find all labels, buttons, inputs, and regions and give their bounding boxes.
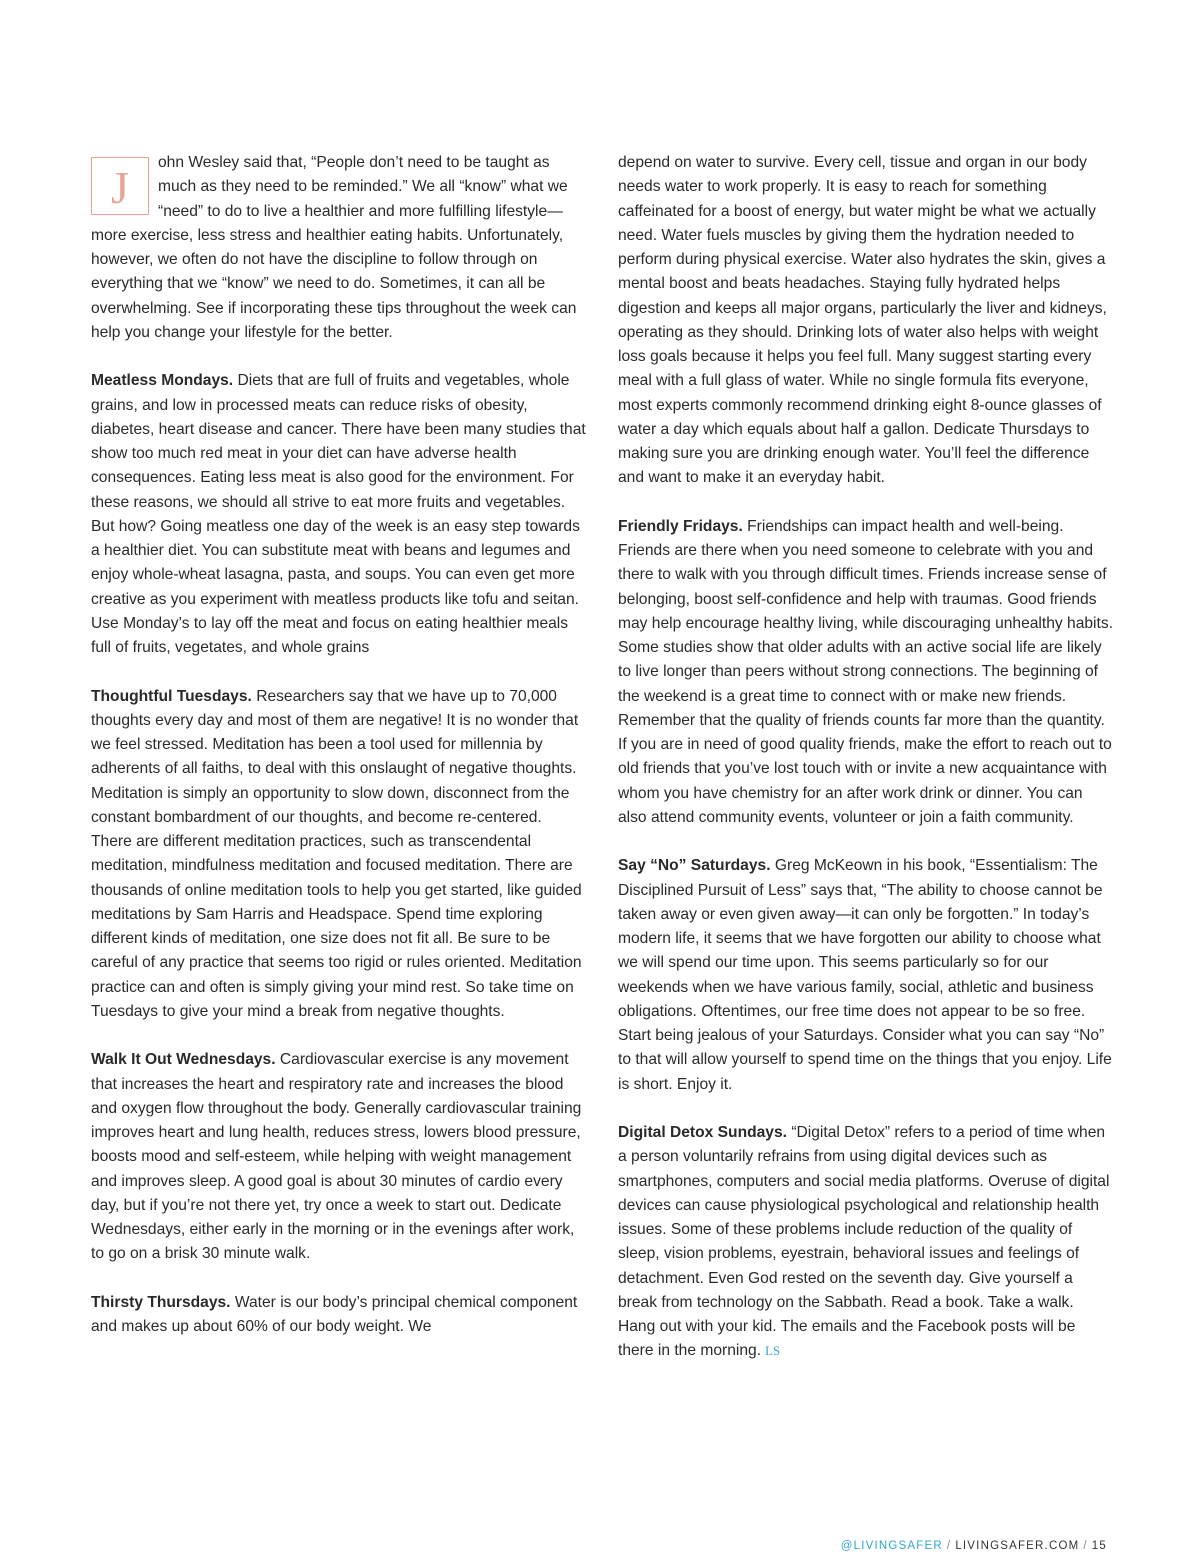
section-body: Greg McKeown in his book, “Essentialism: The Disciplined Pursuit of Less” says that, “The ability to choose cannot be taken away or even given away—it can only be forgotten.” In today’s modern life, it seems that we have forgotten our ability to choose what we will spend our time upon. This seems particularly so for our weekends when we have various family, social, athletic and business obligations. Oftentimes, our free time does not appear to be so free. Start being jealous of your Saturdays. Consider what you can say “No” to that will allow yourself to spend time on the things that you enjoy. Life is short. Enjoy it. [618,857,1112,1093]
right-column [618,151,1114,1388]
intro-text: ohn Wesley said that, “People don’t need to be taught as much as they need to be reminded.” We all “know” what we “need” to do to live a healthier and more fulfilling lifestyle—more exercise, less stress and healthier eating habits. Unfortunately, however, we often do not have the discipline to follow through on everything that we “know” we need to do. Sometimes, it can all be overwhelming. See if incorporating these tips throughout the week can help you change your lifestyle for the better. [91,154,577,341]
page-number: 15 [1091,1540,1107,1552]
section-heading: Digital Detox Sundays. [618,1124,787,1141]
section-body: Researchers say that we have up to 70,000 thoughts every day and most of them are negative! It is no wonder that we feel stressed. Meditation has been a tool used for millennia by adherents of all faiths, to deal with this onslaught of negative thoughts. Meditation is simply an opportunity to slow down, disconnect from the constant bombardment of our thoughts, and become re-centered. There are different meditation practices, such as transcendental meditation, mindfulness meditation and focused meditation. There are thousands of online meditation tools to help you get started, like guided meditations by Sam Harris and Headspace. Spend time exploring different kinds of meditation, one size does not fit all. Be sure to be careful of any practice that seems too rigid or rules oriented. Meditation practice can and often is simply giving your mind rest. So take time on Tuesdays to give your mind a break from negative thoughts. [91,687,582,1020]
left-column [91,151,586,1364]
section-body: Water is our body’s principal chemical component and makes up about 60% of our body weight. We [91,1293,578,1335]
section-body: Diets that are full of fruits and vegetables, whole grains, and low in processed meats can reduce risks of obesity, diabetes, heart disease and cancer. There have been many studies that show too much red meat in your diet can have adverse health consequences. Eating less meat is also good for the environment. For these reasons, we should all strive to eat more fruits and vegetables. But how? Going meatless one day of the week is an easy step towards a healthier diet. You can substitute meat with beans and legumes and enjoy whole-wheat lasagna, pasta, and soups. You can even get more creative as you experiment with meatless products like tofu and seitan. Use Monday’s to lay off the meat and focus on eating healthier meals full of fruits, vegetates, and whole grains [91,372,586,656]
section-body: “Digital Detox” refers to a period of time when a person voluntarily refrains from using digital devices such as smartphones, computers and social media platforms. Overuse of digital devices can cause physiological psychological and relationship health issues. Some of these problems include reduction of the quality of sleep, vision problems, eyestrain, behavioral issues and feelings of detachment. Even God rested on the seventh day. Give yourself a break from technology on the Sabbath. Read a book. Take a walk. Hang out with your kid. The emails and the Facebook posts will be there in the morning. [618,1124,1110,1360]
drop-cap: J [91,157,149,215]
end-mark-icon: LS [765,1343,781,1359]
section-friendly-fridays [618,515,1114,830]
section-body: Friendships can impact health and well-being. Friends are there when you need someone to celebrate with you and there to walk with you through difficult times. Friends increase sense of belonging, boost self-confidence and help with traumas. Good friends may help encourage healthy living, while discouraging unhealthy habits. Some studies show that older adults with an active social life are likely to live longer than peers without strong connections. The beginning of the weekend is a great time to connect with or make new friends. Remember that the quality of friends counts far more than the quantity. If you are in need of good quality friends, make the effort to reach out to old friends that you’ve lost touch with or invite a new acquaintance with whom you have chemistry for an after work drink or dinner. You can also attend community events, volunteer or join a faith community. [618,517,1113,826]
section-thoughtful-tuesdays [91,685,586,1025]
section-digital-detox-sundays [618,1121,1114,1364]
intro-paragraph [91,151,586,345]
section-walk-it-out-wednesdays [91,1048,586,1266]
section-heading: Thirsty Thursdays. [91,1293,231,1311]
footer-separator: / [1083,1540,1088,1552]
social-handle: @LIVINGSAFER [840,1540,943,1552]
section-heading: Walk It Out Wednesdays. [91,1051,276,1069]
section-body: Cardiovascular exercise is any movement that increases the heart and respiratory rate and increases the blood and oxygen flow throughout the body. Generally cardiovascular training improves heart and lung health, reduces stress, lowers blood pressure, boosts mood and self-esteem, while helping with weight management and improves sleep. A good goal is about 30 minutes of cardio every day, but if you’re not there yet, try once a week to start out. Dedicate Wednesdays, either early in the morning or in the evenings after work, to go on a brisk 30 minute walk. [91,1051,582,1263]
section-heading: Meatless Mondays. [91,372,234,390]
section-say-no-saturdays [618,854,1114,1097]
section-thirsty-thursdays-continued [618,151,1114,491]
footer-separator: / [946,1540,952,1552]
section-heading: Thoughtful Tuesdays. [91,687,252,705]
section-heading: Friendly Fridays. [618,517,743,535]
section-body: depend on water to survive. Every cell, tissue and organ in our body needs water to work properly. It is easy to reach for something caffeinated for a boost of energy, but water might be what we actually need. Water fuels muscles by giving them the hydration needed to perform during physical exercise. Water also hydrates the skin, gives a mental boost and beats headaches. Staying fully hydrated helps digestion and keeps all major organs, particularly the liver and kidneys, operating as they should. Drinking lots of water also helps with weight loss goals because it helps you feel full. Many suggest starting every meal with a full glass of water. While no single formula fits everyone, most experts commonly recommend drinking eight 8-ounce glasses of water a day which equals about half a gallon. Dedicate Thursdays to making sure you are drinking enough water. You’ll feel the difference and want to make it an everyday habit. [618,154,1107,487]
section-thirsty-thursdays-start [91,1291,586,1340]
website-link[interactable]: LIVINGSAFER.COM [955,1540,1080,1552]
section-heading: Say “No” Saturdays. [618,857,771,875]
page-footer [841,1540,1107,1552]
section-meatless-mondays [91,369,586,660]
